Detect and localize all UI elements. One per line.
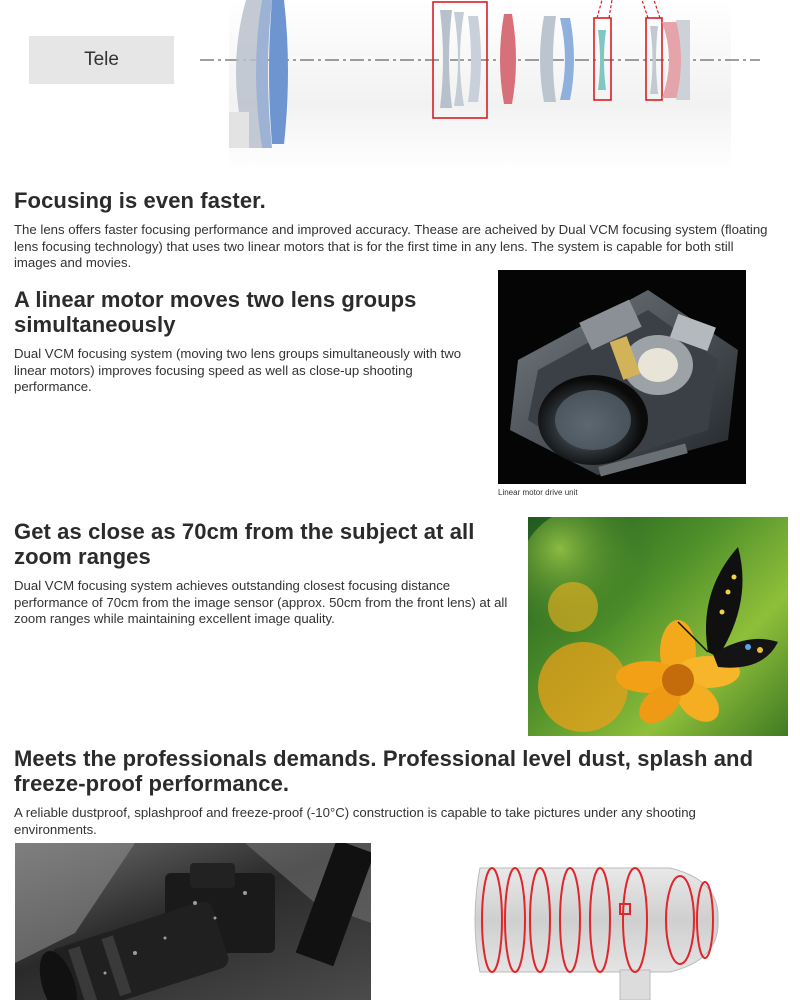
movement-indicator (597, 0, 602, 18)
lens-element (540, 16, 556, 102)
front-lens-element (269, 0, 288, 144)
section-heading: Focusing is even faster. (14, 188, 266, 213)
lens-element (560, 18, 574, 100)
linear-motor-image (498, 270, 746, 484)
butterfly-on-flower-illustration (528, 517, 788, 736)
movement-indicator (654, 0, 660, 18)
section-body: Dual VCM focusing system (moving two lens groups simultaneously with two linear motors) improves focusing speed as well as close-up shooting performance. (14, 346, 462, 394)
lens-element (454, 12, 464, 106)
linear-motor-illustration (498, 270, 746, 484)
lens-seal-diagram (470, 860, 725, 1000)
butterfly-photo (528, 517, 788, 736)
movement-indicator (609, 0, 612, 18)
section-heading: A linear motor moves two lens groups simultaneously (14, 287, 417, 337)
section-heading: Get as close as 70cm from the subject at all zoom ranges (14, 519, 475, 569)
lens-element (440, 10, 452, 108)
movement-indicator (642, 0, 648, 18)
lens-diagram-drawing (0, 0, 800, 175)
lens-element (468, 16, 481, 102)
section-body: The lens offers faster focusing performance and improved accuracy. Thease are acheived by Dual VCM focusing system (floating lens focusing technology) that uses two linear motors that is for the first time in any lens. The system is capable for both still images and movies. (14, 222, 768, 270)
camera-in-rain-illustration (15, 843, 371, 1000)
lens-seal-illustration (470, 860, 725, 1000)
image-caption: Linear motor drive unit (498, 488, 578, 497)
barrel-edge (229, 112, 249, 148)
section-body: A reliable dustproof, splashproof and freeze-proof (-10°C) construction is capable to take pictures under any shooting environments. (14, 805, 696, 837)
lens-element-red (500, 14, 516, 104)
section-heading: Meets the professionals demands. Professional level dust, splash and freeze-proof performance. (14, 746, 754, 796)
section-body: Dual VCM focusing system achieves outstanding closest focusing distance performance of 70cm from the image sensor (approx. 50cm from the front lens) at all zoom ranges while maintaining excellent image quality. (14, 578, 508, 626)
tele-label: Tele (84, 49, 119, 70)
weatherproof-camera-photo (15, 843, 371, 1000)
